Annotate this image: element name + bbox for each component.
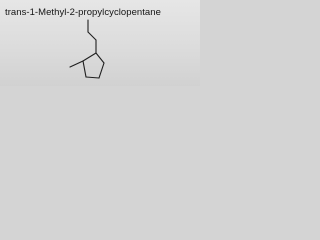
ring-bond-1 xyxy=(83,53,96,61)
ring-bond-4 xyxy=(86,77,99,78)
ring-bond-3 xyxy=(99,63,104,78)
propyl-bond-2 xyxy=(88,32,96,40)
photographed-page xyxy=(0,0,200,86)
ring-bond-2 xyxy=(96,53,104,63)
compound-name: trans-1-Methyl-2-propylcyclopentane xyxy=(5,7,161,18)
skeletal-structure xyxy=(0,0,200,86)
ring-bond-5 xyxy=(83,61,86,77)
methyl-bond xyxy=(70,61,83,67)
